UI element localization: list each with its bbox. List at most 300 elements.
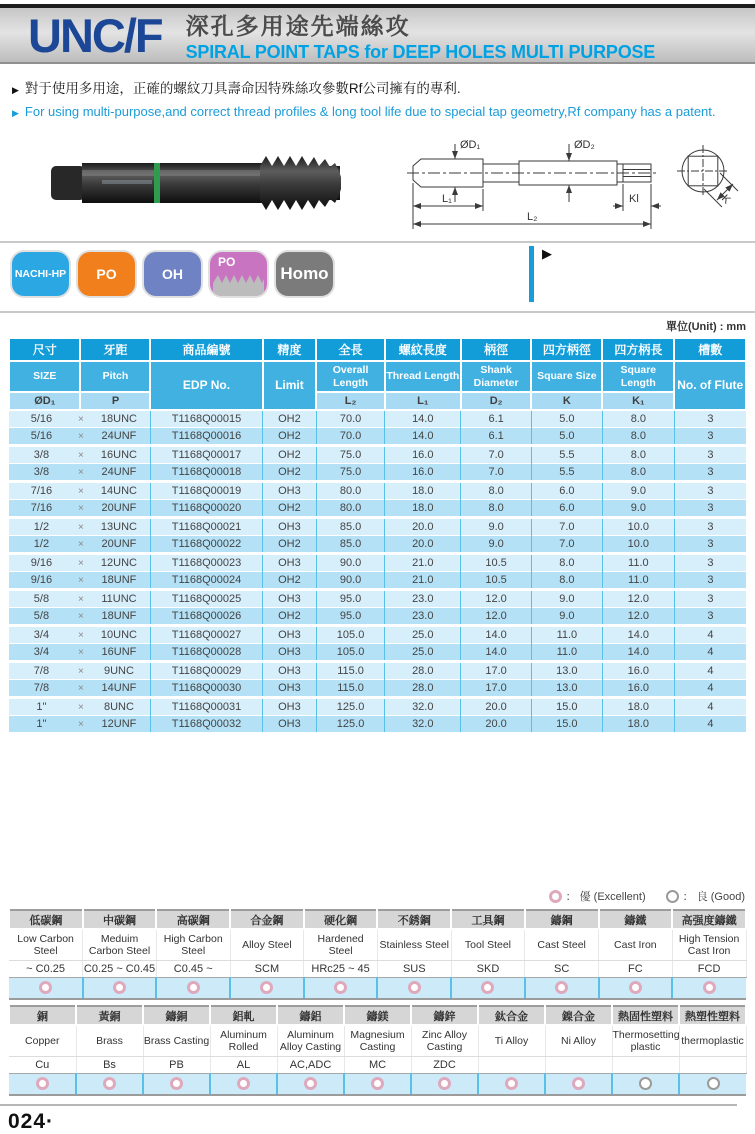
material-compatibility-table-1 [8,909,747,1000]
col-header-symbol: L₁ [385,392,461,410]
multiply-sign: × [77,558,84,569]
limit-value: OH2 [263,446,317,464]
shank-diameter-value: 20.0 [461,716,532,733]
multiply-sign: × [77,719,84,730]
material-name-en-row [9,929,746,961]
square-size-value: 8.0 [531,572,602,590]
size-pitch-cell [9,716,150,733]
pitch-value: 14UNC [100,485,137,497]
shank-diameter-value: 6.1 [461,428,532,446]
shank-diameter-value: 17.0 [461,662,532,680]
badge-nachi-hp [12,252,69,296]
square-size-value: 11.0 [531,626,602,644]
rating-excellent-icon [36,1077,49,1090]
tap-highlight [82,170,264,176]
material-name-zh: 工具鋼 [451,910,525,929]
multiply-sign: × [77,594,84,605]
rating-excellent-icon [629,981,642,994]
flute-count-value: 3 [674,500,746,518]
material-name-zh: 中碳鋼 [83,910,157,929]
col-header-en: Shank Diameter [461,361,532,392]
square-length-value: 18.0 [602,698,674,716]
badge-label: PO [96,266,117,282]
material-code: ~ C0.25 [9,961,83,978]
rating-excellent-icon [304,1077,317,1090]
limit-value: OH2 [263,464,317,482]
overall-length-value: 80.0 [316,482,385,500]
col-header-en: Thread Length [385,361,461,392]
material-name-zh-row [9,1006,746,1025]
size-pitch-cell [9,608,150,626]
thread-length-value: 20.0 [385,518,461,536]
thread-length-value: 14.0 [385,428,461,446]
size-value: 3/8 [33,466,50,478]
overall-length-value: 125.0 [316,698,385,716]
col-header-symbol: D₂ [461,392,532,410]
material-code [478,1057,545,1074]
spec-row [9,608,746,626]
col-header-zh: 四方柄長 [602,338,674,361]
size-pitch-cell [9,482,150,500]
square-size-value: 13.0 [531,680,602,698]
spec-row [9,536,746,554]
square-length-value: 10.0 [602,518,674,536]
material-code: FCD [672,961,746,978]
material-rating [525,978,599,1000]
thread-length-value: 25.0 [385,626,461,644]
size-pitch-cell [9,446,150,464]
edp-no-value: T1168Q00031 [150,698,262,716]
multiply-sign: × [77,683,84,694]
badge-strip [0,243,755,305]
spec-row [9,500,746,518]
square-length-value: 9.0 [602,482,674,500]
size-value: 9/16 [30,574,53,586]
unit-label: 單位(Unit) : mm [665,321,746,333]
col-header-zh: 全長 [316,338,385,361]
material-code: Cu [9,1057,76,1074]
overall-length-value: 105.0 [316,644,385,662]
badge-label: PO [218,255,236,269]
square-size-value: 6.0 [531,500,602,518]
thread-length-value: 14.0 [385,410,461,428]
col-header-zh: 槽數 [674,338,746,361]
spec-row [9,590,746,608]
size-pitch-cell [9,428,150,446]
square-size-value: 7.0 [531,518,602,536]
shank-diameter-value: 10.5 [461,572,532,590]
size-pitch-cell [9,572,150,590]
multiply-sign: × [77,702,84,713]
spec-row [9,554,746,572]
col-header-zh: 精度 [263,338,317,361]
material-name-en: Cast Steel [525,929,599,961]
rating-excellent-icon [113,981,126,994]
material-name-en: Aluminum Alloy Casting [277,1025,344,1057]
page-header [0,4,755,64]
thread-length-value: 23.0 [385,608,461,626]
material-code: FC [599,961,673,978]
size-value: 1/2 [33,538,50,550]
pitch-value: 18UNC [100,413,137,425]
legend-good-label: ： 良 (Good) [682,891,745,903]
col-header-symbol: ØD₁ [9,392,80,410]
material-rating [545,1074,612,1096]
limit-value: OH2 [263,572,317,590]
material-name-zh: 鑄鐵 [599,910,673,929]
limit-value: OH2 [263,410,317,428]
size-pitch-cell [9,590,150,608]
overall-length-value: 115.0 [316,662,385,680]
overall-length-value: 95.0 [316,608,385,626]
material-code: AC,ADC [277,1057,344,1074]
col-header-symbol: L₂ [316,392,385,410]
flute-count-value: 4 [674,716,746,733]
accent-bar [529,246,534,302]
material-name-zh: 熱固性塑料 [612,1006,679,1025]
multiply-sign: × [77,503,84,514]
square-size-value: 11.0 [531,644,602,662]
material-code: ZDC [411,1057,478,1074]
limit-value: OH3 [263,482,317,500]
material-code: HRc25 ~ 45 [304,961,378,978]
pitch-value: 16UNF [101,646,137,658]
size-pitch-cell [9,500,150,518]
material-code: SCM [230,961,304,978]
flute-count-value: 3 [674,482,746,500]
dim-label-d1: ØD₁ [460,139,481,151]
square-size-value: 15.0 [531,716,602,733]
spec-row [9,716,746,733]
multiply-sign: × [77,450,84,461]
edp-no-value: T1168Q00019 [150,482,262,500]
shank-diameter-value: 14.0 [461,626,532,644]
pitch-value: 24UNF [101,466,137,478]
overall-length-value: 85.0 [316,518,385,536]
dim-label-kl: Kl [629,193,639,205]
col-header-en: EDP No. [150,361,262,410]
pitch-value: 9UNC [103,665,134,677]
material-name-zh-row [9,910,746,929]
material-name-en: thermoplastic [679,1025,746,1057]
material-code: SUS [377,961,451,978]
footer-divider [0,1104,737,1106]
size-pitch-cell [9,464,150,482]
col-header-en: Pitch [80,361,150,392]
edp-no-value: T1168Q00032 [150,716,262,733]
thread-length-value: 32.0 [385,716,461,733]
material-rating [230,978,304,1000]
rating-excellent-icon [481,981,494,994]
material-code: SKD [451,961,525,978]
shank-diameter-value: 10.5 [461,554,532,572]
multiply-sign: × [77,431,84,442]
rating-excellent-icon [572,1077,585,1090]
material-name-en: Thermosetting plastic [612,1025,679,1057]
square-size-value: 5.0 [531,410,602,428]
thread-length-value: 18.0 [385,500,461,518]
flute-count-value: 3 [674,554,746,572]
legend-excellent [549,888,646,904]
material-name-en: Ni Alloy [545,1025,612,1057]
material-code-row [9,961,746,978]
bullet-zh-text: 對于使用多用途，正確的螺紋刀具壽命因特殊絲攻參數Rf公司擁有的專利. [24,81,461,96]
rating-good-icon [666,890,679,903]
pitch-value: 11UNC [101,593,137,605]
material-code [545,1057,612,1074]
multiply-sign: × [77,647,84,658]
flute-count-value: 3 [674,410,746,428]
size-value: 3/4 [33,646,50,658]
square-size-value: 5.5 [531,446,602,464]
shank-diameter-value: 14.0 [461,644,532,662]
thread-length-value: 18.0 [385,482,461,500]
material-name-zh: 鋁軋 [210,1006,277,1025]
material-name-zh: 鑄鋼 [525,910,599,929]
rating-excellent-icon [549,890,562,903]
thread-length-value: 16.0 [385,464,461,482]
col-header-zh: 商品編號 [150,338,262,361]
flute-count-value: 3 [674,608,746,626]
spec-row [9,626,746,644]
material-name-en: Cast Iron [599,929,673,961]
multiply-sign: × [77,630,84,641]
flute-count-value: 4 [674,644,746,662]
shank-diameter-value: 20.0 [461,698,532,716]
overall-length-value: 90.0 [316,554,385,572]
material-rating [83,978,157,1000]
shank-diameter-value: 7.0 [461,464,532,482]
material-code: AL [210,1057,277,1074]
rating-excellent-icon [103,1077,116,1090]
material-name-en: Zinc Alloy Casting [411,1025,478,1057]
pitch-value: 18UNF [101,610,137,622]
material-rating [451,978,525,1000]
thread-length-value: 28.0 [385,662,461,680]
feature-bullets [12,77,755,119]
size-pitch-cell [9,554,150,572]
section-triangle-icon: ▶ [542,246,552,261]
dim-label-l1: L₁ [442,193,452,205]
spec-row [9,464,746,482]
limit-value: OH2 [263,428,317,446]
col-header-zh: 牙距 [80,338,150,361]
pitch-value: 14UNF [101,682,137,694]
square-length-value: 8.0 [602,428,674,446]
dim-label-k: K [718,192,733,207]
material-name-en-row [9,1025,746,1057]
square-size-value: 7.0 [531,536,602,554]
overall-length-value: 115.0 [316,680,385,698]
square-length-value: 16.0 [602,680,674,698]
thread-length-value: 32.0 [385,698,461,716]
size-pitch-cell [9,698,150,716]
material-rating [277,1074,344,1096]
square-length-value: 11.0 [602,554,674,572]
square-length-value: 8.0 [602,410,674,428]
bullet-en-text: For using multi-purpose,and correct thread profiles & long tool life due to special tap geometry,Rf company has a patent. [24,104,716,119]
size-pitch-cell [9,644,150,662]
material-rating [377,978,451,1000]
material-name-en: Low Carbon Steel [9,929,83,961]
multiply-sign: × [77,486,84,497]
square-length-value: 14.0 [602,626,674,644]
flute-count-value: 4 [674,662,746,680]
limit-value: OH3 [263,698,317,716]
overall-length-value: 75.0 [316,464,385,482]
square-size-value: 8.0 [531,554,602,572]
rating-good-icon [707,1077,720,1090]
pitch-value: 10UNC [100,629,137,641]
material-name-zh: 鑄鋅 [411,1006,478,1025]
material-rating [9,1074,76,1096]
rating-excellent-icon [408,981,421,994]
thread-length-value: 28.0 [385,680,461,698]
pitch-value: 18UNF [101,574,137,586]
multiply-sign: × [77,522,84,533]
square-size-value: 13.0 [531,662,602,680]
square-length-value: 12.0 [602,590,674,608]
thread-length-value: 25.0 [385,644,461,662]
material-rating [304,978,378,1000]
material-compatibility-table-2 [8,1005,747,1096]
material-name-zh: 鑄鋁 [277,1006,344,1025]
pitch-value: 13UNC [100,521,137,533]
material-rating [672,978,746,1000]
material-rating [76,1074,143,1096]
material-name-zh: 低碳鋼 [9,910,83,929]
multiply-sign: × [77,539,84,550]
rating-excellent-icon [170,1077,183,1090]
limit-value: OH3 [263,662,317,680]
page-titles [186,8,656,63]
square-length-value: 8.0 [602,464,674,482]
overall-length-value: 85.0 [316,536,385,554]
thread-length-value: 16.0 [385,446,461,464]
thread-length-value: 21.0 [385,554,461,572]
pitch-value: 12UNF [101,718,137,730]
multiply-sign: × [77,611,84,622]
badge-po [78,252,135,296]
col-header-en: Overall Length [316,361,385,392]
shank-diameter-value: 9.0 [461,536,532,554]
rating-excellent-icon [187,981,200,994]
material-name-zh: 鑄鎂 [344,1006,411,1025]
square-length-value: 9.0 [602,500,674,518]
col-header-en: No. of Flute [674,361,746,410]
size-value: 1" [36,718,47,730]
material-name-zh: 不銹鋼 [377,910,451,929]
limit-value: OH3 [263,590,317,608]
pitch-value: 16UNC [100,449,137,461]
size-pitch-cell [9,680,150,698]
flute-count-value: 4 [674,698,746,716]
material-name-en: Meduim Carbon Steel [83,929,157,961]
material-name-en: Ti Alloy [478,1025,545,1057]
size-value: 9/16 [30,557,53,569]
bullet-triangle-icon: ▶ [12,108,19,118]
shank-diameter-value: 7.0 [461,446,532,464]
material-name-en: Magnesium Casting [344,1025,411,1057]
overall-length-value: 95.0 [316,590,385,608]
rating-excellent-icon [371,1077,384,1090]
flute-count-value: 3 [674,464,746,482]
dim-label-d2: ØD₂ [574,139,595,151]
col-header-zh: 尺寸 [9,338,80,361]
tap-dimension-diagram [407,133,747,235]
col-header-zh: 螺紋長度 [385,338,461,361]
dim-label-l2: L₂ [527,211,538,223]
spec-row [9,572,746,590]
thread-length-value: 23.0 [385,590,461,608]
size-value: 7/8 [33,665,50,677]
square-length-value: 8.0 [602,446,674,464]
material-name-zh: 熱塑性塑料 [679,1006,746,1025]
rating-excellent-icon [505,1077,518,1090]
badge-oh [144,252,201,296]
material-name-en: Alloy Steel [230,929,304,961]
square-length-value: 14.0 [602,644,674,662]
material-name-en: Aluminum Rolled [210,1025,277,1057]
limit-value: OH2 [263,608,317,626]
spec-row [9,680,746,698]
multiply-sign: × [77,575,84,586]
material-name-en: Tool Steel [451,929,525,961]
page-title-en: SPIRAL POINT TAPS for DEEP HOLES MULTI PURPOSE [185,41,656,62]
material-code: PB [143,1057,210,1074]
shank-diameter-value: 12.0 [461,590,532,608]
material-name-en: Stainless Steel [377,929,451,961]
badge-homo [276,252,333,296]
multiply-sign: × [77,467,84,478]
size-value: 7/16 [30,502,53,514]
square-length-value: 18.0 [602,716,674,733]
bullet-triangle-icon: ▶ [12,85,19,95]
tap-square-butt [51,166,85,200]
shank-diameter-value: 9.0 [461,518,532,536]
material-name-zh: 鎳合金 [545,1006,612,1025]
material-name-en: Copper [9,1025,76,1057]
rating-legend [0,888,745,904]
flute-count-value: 3 [674,518,746,536]
material-name-zh: 硬化鋼 [304,910,378,929]
product-code: UNC/F [28,8,162,62]
tap-green-ring [154,163,160,203]
limit-value: OH2 [263,536,317,554]
limit-value: OH3 [263,518,317,536]
material-code: C0.45 ~ [156,961,230,978]
limit-value: OH3 [263,716,317,733]
rating-excellent-icon [703,981,716,994]
material-rating-row [9,978,746,1000]
overall-length-value: 90.0 [316,572,385,590]
material-name-zh: 高强度鑄鐵 [672,910,746,929]
page-number: 024· [8,1110,55,1133]
square-size-value: 15.0 [531,698,602,716]
square-length-value: 11.0 [602,572,674,590]
col-header-symbol: P [80,392,150,410]
rating-excellent-icon [39,981,52,994]
size-value: 5/16 [30,413,53,425]
multiply-sign: × [77,666,84,677]
material-code: MC [344,1057,411,1074]
limit-value: OH3 [263,554,317,572]
edp-no-value: T1168Q00023 [150,554,262,572]
legend-good [666,888,745,904]
rating-good-icon [639,1077,652,1090]
thread-profile-icon [210,272,267,296]
spec-row [9,662,746,680]
